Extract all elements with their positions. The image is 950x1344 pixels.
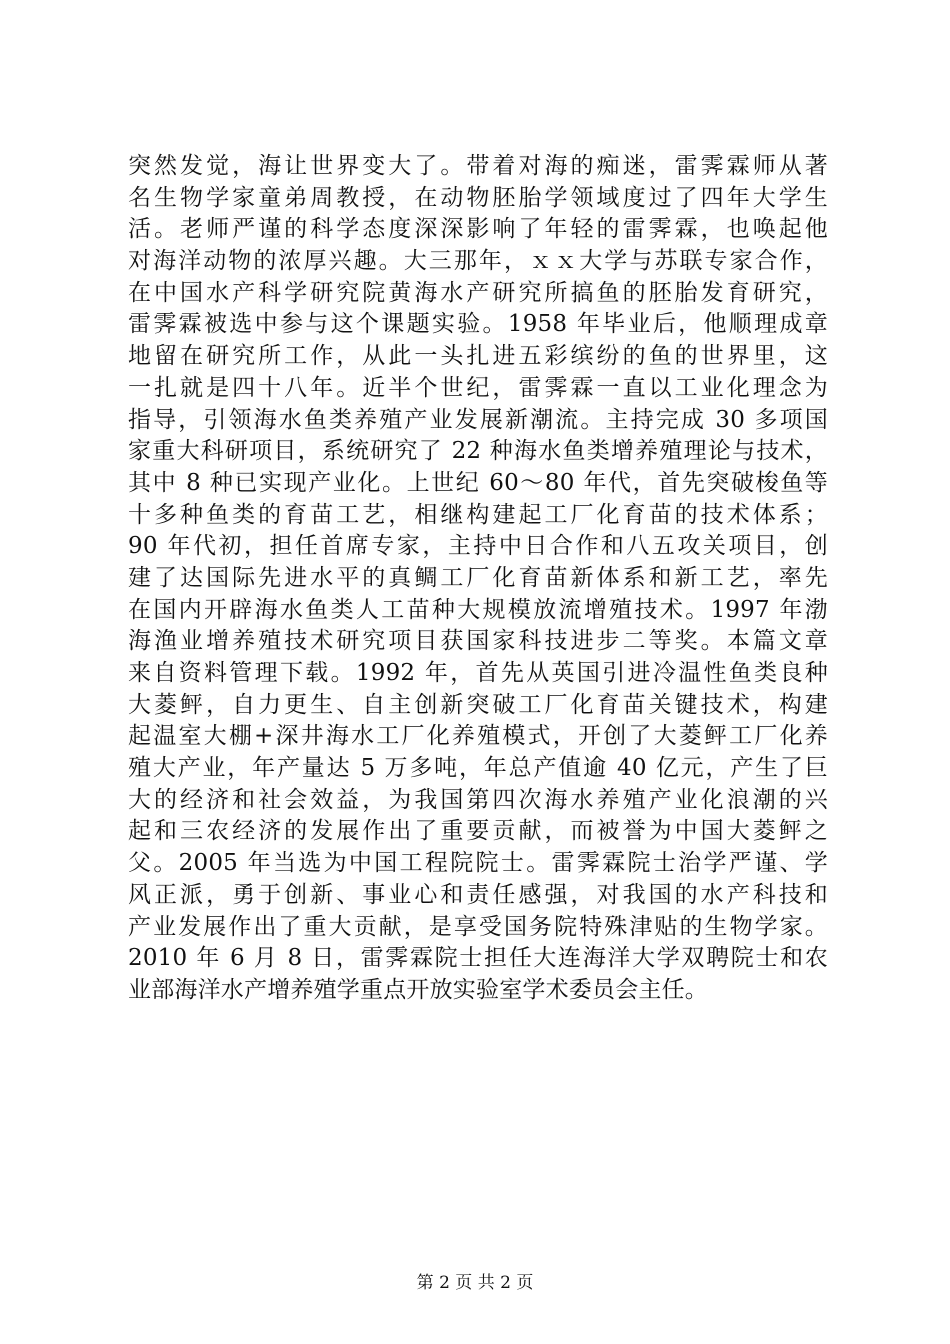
text-line: 大的经济和社会效益，为我国第四次海水养殖产业化浪潮的兴 bbox=[128, 786, 828, 813]
text-line: 其中 8 种已实现产业化。上世纪 60～80 年代，首先突破梭鱼等 bbox=[128, 469, 828, 496]
text-line: 建了达国际先进水平的真鲷工厂化育苗新体系和新工艺，率先 bbox=[128, 564, 828, 591]
text-line: 产业发展作出了重大贡献，是享受国务院特殊津贴的生物学家。 bbox=[128, 913, 828, 940]
text-line: 起温室大棚+深井海水工厂化养殖模式，开创了大菱鲆工厂化养 bbox=[128, 723, 828, 750]
text-line: 雷霁霖被选中参与这个课题实验。1958 年毕业后，他顺理成章 bbox=[128, 311, 828, 338]
text-line: 家重大科研项目，系统研究了 22 种海水鱼类增养殖理论与技术， bbox=[128, 438, 828, 465]
text-line: 业部海洋水产增养殖学重点开放实验室学术委员会主任。 bbox=[128, 976, 708, 1003]
text-line: 活。老师严谨的科学态度深深影响了年轻的雷霁霖，也唤起他 bbox=[128, 216, 828, 243]
text-line: 大菱鲆，自力更生、自主创新突破工厂化育苗关键技术，构建 bbox=[128, 691, 828, 718]
text-line: 殖大产业，年产量达 5 万多吨，年总产值逾 40 亿元，产生了巨 bbox=[128, 755, 828, 782]
text-line: 90 年代初，担任首席专家，主持中日合作和八五攻关项目，创 bbox=[128, 533, 828, 560]
text-line: 在国内开辟海水鱼类人工苗种大规模放流增殖技术。1997 年渤 bbox=[128, 596, 828, 623]
body-paragraph bbox=[128, 151, 828, 1007]
text-line: 起和三农经济的发展作出了重要贡献，而被誉为中国大菱鲆之 bbox=[128, 818, 828, 845]
text-line: 海渔业增养殖技术研究项目获国家科技进步二等奖。本篇文章 bbox=[128, 628, 828, 655]
text-line: 一扎就是四十八年。近半个世纪，雷霁霖一直以工业化理念为 bbox=[128, 374, 828, 401]
text-line: 名生物学家童弟周教授，在动物胚胎学领域度过了四年大学生 bbox=[128, 184, 828, 211]
text-line: 指导，引领海水鱼类养殖产业发展新潮流。主持完成 30 多项国 bbox=[128, 406, 828, 433]
text-line: 在中国水产科学研究院黄海水产研究所搞鱼的胚胎发育研究， bbox=[128, 279, 828, 306]
text-line: 父。2005 年当选为中国工程院院士。雷霁霖院士治学严谨、学 bbox=[128, 850, 828, 877]
text-line: 2010 年 6 月 8 日，雷霁霖院士担任大连海洋大学双聘院士和农 bbox=[128, 945, 828, 972]
page-number: 第 2 页 共 2 页 bbox=[416, 1273, 534, 1293]
text-line: 风正派，勇于创新、事业心和责任感强，对我国的水产科技和 bbox=[128, 881, 828, 908]
text-line: 突然发觉，海让世界变大了。带着对海的痴迷，雷霁霖师从著 bbox=[128, 153, 828, 179]
text-line: 地留在研究所工作，从此一头扎进五彩缤纷的鱼的世界里，这 bbox=[128, 343, 828, 370]
text-line: 对海洋动物的浓厚兴趣。大三那年，ｘｘ大学与苏联专家合作， bbox=[128, 248, 828, 275]
text-line: 来自资料管理下载。1992 年，首先从英国引进冷温性鱼类良种 bbox=[128, 660, 828, 686]
text-line: 十多种鱼类的育苗工艺，相继构建起工厂化育苗的技术体系； bbox=[128, 501, 828, 528]
